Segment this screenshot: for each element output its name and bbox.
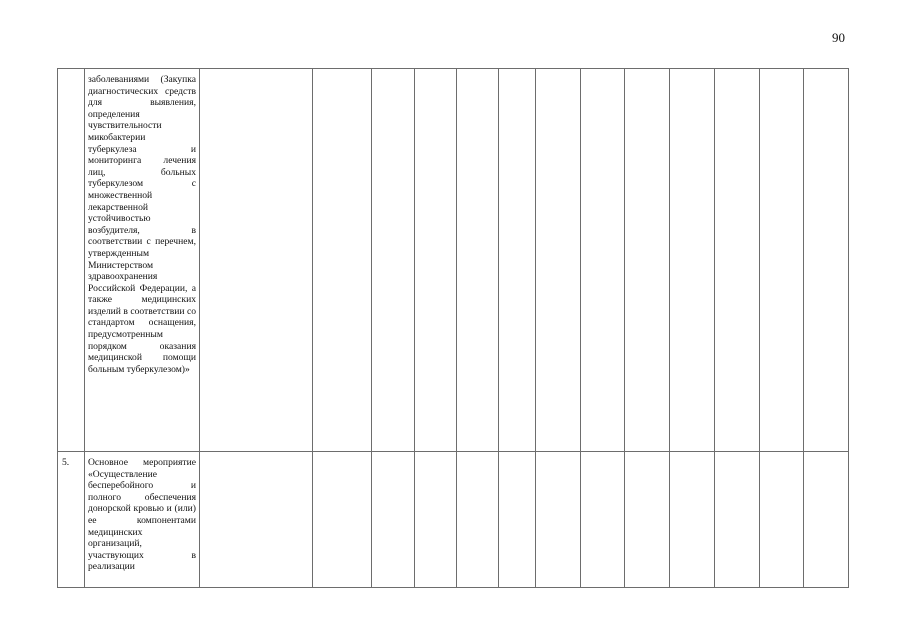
empty-cell — [715, 69, 760, 452]
activity-description-cell — [85, 452, 200, 588]
activity-description: заболеваниями (Закупка диагностических средств для выявления, определения чувствительности микобактерии туберкулеза и мониторинга лечения лиц, больных туберкулезом с множественной лекарственной устойчивостью возбудителя, в соответствии с перечнем, утвержденным Министерством здравоохранения Российской Федерации, а также медицинских изделий в соответствии со стандартом оснащения, предусмотренным порядком оказания медицинской помощи больным туберкулезом)» — [88, 74, 196, 375]
empty-cell — [200, 69, 313, 452]
empty-cell — [804, 69, 849, 452]
empty-cell — [625, 69, 670, 452]
activity-description-cell — [85, 69, 200, 452]
empty-cell — [200, 452, 313, 588]
empty-cell — [760, 452, 804, 588]
empty-cell — [804, 452, 849, 588]
empty-cell — [457, 452, 499, 588]
empty-cell — [499, 452, 536, 588]
empty-cell — [372, 452, 415, 588]
empty-cell — [670, 69, 715, 452]
empty-cell — [372, 69, 415, 452]
row-number-cell: 5. — [58, 452, 85, 588]
empty-cell — [499, 69, 536, 452]
empty-cell — [536, 69, 581, 452]
empty-cell — [536, 452, 581, 588]
program-activities-table — [57, 68, 849, 588]
activity-description: Основное мероприятие «Осуществление бесперебойного и полного обеспечения донорской кровью и (или) ее компонентами медицинских организаций, участвующих в реализации — [88, 457, 196, 573]
empty-cell — [581, 69, 625, 452]
empty-cell — [670, 452, 715, 588]
empty-cell — [415, 69, 457, 452]
table-row — [58, 69, 849, 452]
empty-cell — [625, 452, 670, 588]
empty-cell — [760, 69, 804, 452]
empty-cell — [457, 69, 499, 452]
page-number: 90 — [832, 30, 845, 45]
empty-cell — [313, 69, 372, 452]
row-number-cell — [58, 69, 85, 452]
empty-cell — [313, 452, 372, 588]
empty-cell — [415, 452, 457, 588]
empty-cell — [581, 452, 625, 588]
table-row — [58, 452, 849, 588]
empty-cell — [715, 452, 760, 588]
